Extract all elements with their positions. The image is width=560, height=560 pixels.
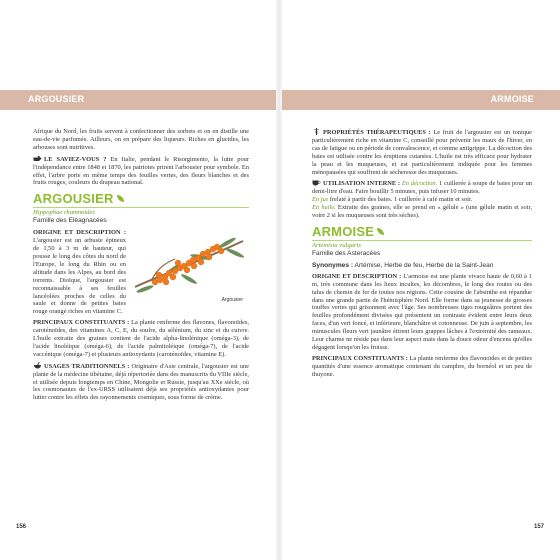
saviez-vous-paragraph bbox=[33, 155, 249, 188]
title-rule bbox=[33, 207, 249, 208]
origine-text: L'argousier est un arbuste épineux de 1,50 à 3 m de hauteur, qui pousse le long des côtes du nord de l'Europe, le long du Rhin ou en altitude dans les Alpes, au bord des torrents. Dioïque, l'argousier est reconnaissable à ses feuilles lancéolées proches de celles du saule et donne de petites baies rouge orangé riches en vitamine C. bbox=[33, 237, 126, 316]
constituants-label: PRINCIPAUX CONSTITUANTS : bbox=[33, 319, 130, 327]
leaf-icon bbox=[117, 195, 124, 202]
armoise-synonymes bbox=[312, 262, 532, 270]
huile-label: En huile. bbox=[312, 204, 336, 212]
saviez-vous-text: En Italie, pendant le Risorgimento, la lutte pour l'indépendance entre 1848 et 1870, les patriotes prirent l'arbousier pour symbole. En effet, l'arbre porte en même temps des feuilles vertes, des fleurs blanches et des fruits rouges, couleurs du drapeau national. bbox=[33, 155, 249, 187]
cup-icon bbox=[312, 179, 321, 186]
synonymes-text: Artémise, Herbe de feu, Herbe de la Saint-Jean bbox=[354, 261, 494, 269]
argousier-title-text: ARGOUSIER bbox=[33, 191, 114, 207]
huile-text: Extraite des graines, elle se prend en « gélule » (une gélule matin et soir, voire 2 si les muqueuses sont très sèches). bbox=[312, 204, 532, 220]
proprietes-text: Le fruit de l'argousier est un tonique particulièrement riche en vitamine C, conseillé pour prévenir les maux de l'hiver, en cas de fatigue ou en période de convalescence, et comme antigrippe. La décoction des baies est utilisée contre les éruptions cutanées. L'huile est très efficace pour hydrater la peau et les muqueuses, et est particulièrement indiquée pour les femmes ménopausées qui souffrent de sécheresse des muqueuses. bbox=[312, 129, 532, 176]
constituants-text: La plante renferme des flavonoïdes et de petites quantités d'une essence aromatique contenant du camphre, du bornéol et un peu de thuyone. bbox=[312, 354, 532, 378]
right-page-column bbox=[312, 128, 532, 382]
decoction-text: 1 cuillerée à soupe de baies pour un demi-litre d'eau. Faire bouillir 5 minutes, puis infuser 10 minutes. bbox=[312, 180, 532, 196]
constituants-label: PRINCIPAUX CONSTITUANTS : bbox=[312, 354, 408, 362]
sea-buckthorn-branch-image bbox=[131, 229, 249, 307]
armoise-origine-paragraph bbox=[312, 273, 532, 352]
utilisation-paragraph bbox=[312, 179, 532, 220]
argousier-caption: Argousier bbox=[221, 297, 243, 304]
origine-label: ORIGINE ET DESCRIPTION : bbox=[312, 272, 402, 280]
jus-label: En jus bbox=[312, 196, 329, 204]
proprietes-label: PROPRIÉTÉS THÉRAPEUTIQUES : bbox=[323, 129, 431, 136]
saviez-vous-label: LE SAVIEZ-VOUS ? bbox=[44, 155, 107, 163]
usages-text: Originaire d'Asie centrale, l'argousier est une plante de la médecine tibétaine, déjà répertoriée dans des manuscrits du VIIIe siècle, et utilisée depuis longtemps en Chine, Mongolie et Russie, jusqu'au XXe siècle, où les cosmonautes de l'ex-URSS utilisaient déjà ses propriétés antioxydantes pour lutter contre les effets des rayonnements cosmiques, sous forme de crème. bbox=[33, 362, 250, 402]
synonymes-label: Synonymes : bbox=[312, 261, 354, 269]
running-head-banner-right bbox=[282, 90, 560, 110]
armoise-latin-name: Artemisia vulgaris bbox=[312, 241, 361, 249]
jus-text: frelaté à partir des baies. 1 cuillerée à café matin et soir. bbox=[329, 196, 473, 204]
argousier-family: Famille des Eléagnacées bbox=[33, 217, 107, 225]
argousier-usages-paragraph bbox=[33, 362, 249, 403]
page-number-left: 156 bbox=[16, 524, 27, 530]
mortar-pestle-icon bbox=[33, 362, 42, 369]
proprietes-paragraph bbox=[312, 128, 532, 176]
armoise-constituants-paragraph bbox=[312, 355, 532, 379]
argousier-title bbox=[33, 192, 249, 206]
origine-text: L'armoise est une plante vivace haute de 0,60 à 1 m, très commune dans les lieux incultes, les décombres, le long des routes ou des talus de chemin de fer de toutes nos régions. Cette cousine de l'absinthe est répandue dans une grande partie de l'hémisphère Nord. Elle forme dans sa jeunesse de grosses touffes vertes qui grisonnent avec l'âge. Ses nombreuses tiges rougeâtres portent des feuilles profondément divisées qui présentent un contraste évident entre leurs deux faces, d'un vert foncé, et inférieure, blanchâtre et cotonneuse. De juin à septembre, les minuscules fleurs vert jaunâtre étirent leurs grappes lâches à l'extrémité des rameaux. Leur charme ne réside pas dans leur aspect mais dans la douce odeur d'encens qu'elles dégagent lorsqu'on les froisse. bbox=[312, 272, 532, 351]
constituants-text: La plante renferme des flavones, flavonoïdes, caroténoïdes, des vitamines A, C, E, du soufre, du sélénium, du zinc et du cuivre. L'huile extraite des graines contient de l'acide alpha-linolénique (oméga-3), de l'acide linoléique (oméga-6), de l'acide palmitoléique (oméga-7), de l'acide vaccénique (oméga-7) et plusieurs antioxydants (caroténoïdes, vitamine E). bbox=[33, 319, 249, 358]
armoise-title-text: ARMOISE bbox=[312, 223, 375, 239]
running-head-banner-left bbox=[0, 90, 276, 110]
page-number-right: 157 bbox=[533, 524, 544, 530]
origine-label: ORIGINE ET DESCRIPTION : bbox=[33, 229, 126, 237]
pointing-hand-icon bbox=[33, 155, 42, 162]
running-head-right: ARMOISE bbox=[490, 94, 534, 104]
caduceus-icon bbox=[312, 128, 321, 135]
title-rule bbox=[312, 240, 532, 241]
arbousier-continued-text: Afrique du Nord, les fruits servent à confectionner des sorbets et on en distille une eau-de-vie parfumée. Ailleurs, on en prépare des liqueurs. Riches en glucides, les arbouses sont nutritives. bbox=[33, 128, 249, 151]
usages-label: USAGES TRADITIONNELS : bbox=[44, 362, 130, 370]
argousier-latin-name: Hippophae rhamnoides bbox=[33, 209, 95, 217]
utilisation-label: UTILISATION INTERNE : bbox=[323, 180, 401, 188]
argousier-illustration bbox=[131, 229, 249, 307]
armoise-title bbox=[312, 225, 532, 239]
book-gutter bbox=[276, 0, 282, 560]
left-page-column bbox=[33, 128, 249, 405]
armoise-family: Famille des Asteracées bbox=[312, 249, 381, 257]
argousier-constituants-paragraph bbox=[33, 319, 249, 359]
leaf-icon bbox=[377, 228, 384, 235]
decoction-label: En décoction. bbox=[401, 180, 438, 188]
running-head-left: ARGOUSIER bbox=[28, 94, 85, 104]
